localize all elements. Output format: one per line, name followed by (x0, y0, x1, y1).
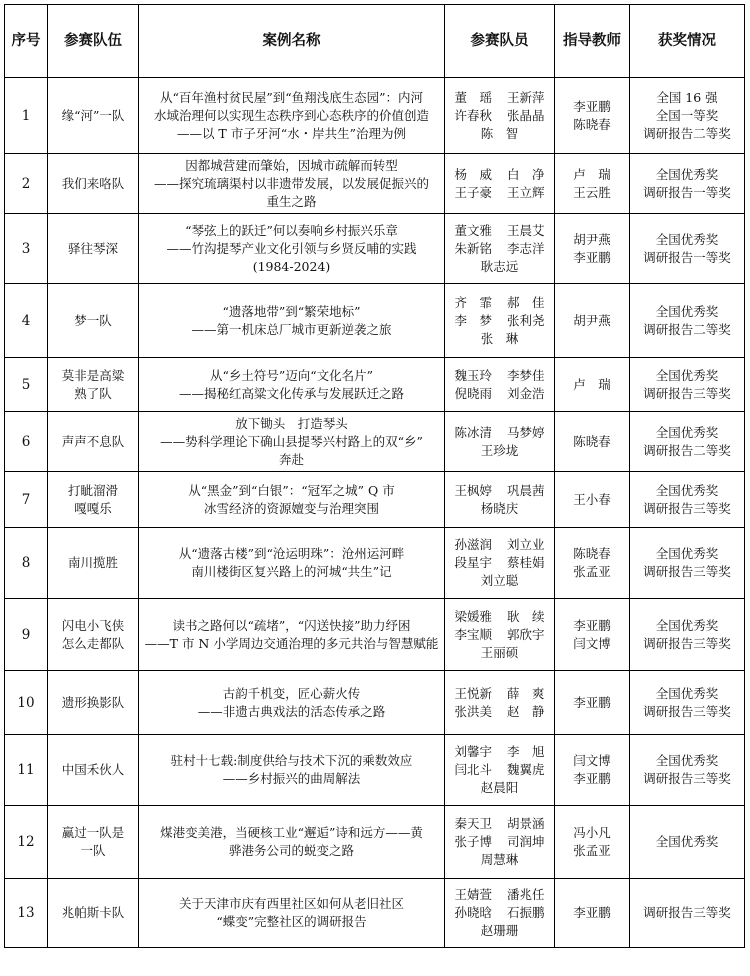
table-row (5, 671, 745, 735)
cell-awards-line: 全国一等奖 (655, 107, 719, 123)
cell-awards-line: 全国 16 强 (656, 89, 718, 105)
cell-awards-line: 调研报告三等奖 (643, 771, 731, 786)
cell-awards-line: 全国优秀奖 (655, 424, 719, 440)
member-name: 刘立聪 (480, 573, 519, 588)
cell-members (445, 358, 555, 412)
member-name: 赵 静 (506, 703, 545, 719)
member-name: 郝 佳 (506, 294, 545, 310)
cell-team-line: 缘“河”一队 (61, 107, 125, 123)
cell-teachers-line: 李亚鹏 (573, 694, 611, 710)
cell-awards-line: 调研报告三等奖 (643, 564, 731, 579)
members-grid (449, 294, 550, 348)
cell-members (445, 284, 555, 358)
cell-awards-line: 全国优秀奖 (655, 617, 719, 633)
members-grid (449, 743, 550, 797)
cell-teachers-line: 李亚鹏 (573, 98, 611, 114)
cell-members (445, 472, 555, 528)
cell-awards (630, 599, 745, 671)
cell-team-line: 嘎嘎乐 (74, 500, 112, 516)
table-row (5, 78, 745, 154)
member-name: 张晶晶 (506, 107, 545, 123)
members-grid (449, 89, 550, 143)
cell-members (445, 806, 555, 879)
member-name: 李宝顺 (454, 626, 492, 642)
cell-case (139, 358, 445, 412)
table-row (5, 154, 745, 214)
cell-team-line: 中国禾伙人 (61, 762, 125, 777)
member-name: 魏翼虎 (506, 762, 545, 777)
members-grid (449, 166, 550, 202)
cell-teachers-line: 李亚鹏 (573, 249, 611, 265)
member-name: 王晨艾 (506, 222, 545, 238)
member-name: 闫北斗 (454, 762, 492, 777)
cell-teachers (555, 735, 630, 806)
cell-case (139, 735, 445, 806)
cell-number: 7 (5, 472, 48, 528)
cell-case-line: 读书之路何以“疏堵”，“闪送快接”助力纾困 (172, 617, 411, 633)
member-name: 王枫婷 (454, 482, 492, 498)
member-name: 王悦新 (454, 685, 492, 701)
cell-case-line: “琴弦上的跃迁”何以奏响乡村振兴乐章 (185, 222, 398, 238)
cell-awards-line: 全国优秀奖 (655, 231, 719, 247)
cell-case-line: 从“百年渔村贫民屋”到“鱼翔浅底生态园”：内河 (159, 89, 424, 105)
cell-case (139, 472, 445, 528)
member-name: 耿 续 (506, 608, 545, 624)
cell-awards-line: 调研报告三等奖 (643, 385, 731, 401)
member-name: 胡景涵 (506, 816, 545, 831)
cell-team-line: 闪电小飞侠 (61, 617, 125, 633)
cell-case-line: 煤港变美港，当硬核工业“邂逅”诗和远方——黄 (160, 825, 423, 840)
members-grid (449, 424, 550, 460)
cell-case-line: ——T 市 N 小学周边交通治理的多元共治与智慧赋能 (144, 635, 439, 651)
members-grid (449, 815, 550, 869)
cell-teachers (555, 358, 630, 412)
cell-team (48, 735, 139, 806)
cell-awards (630, 472, 745, 528)
cell-case (139, 806, 445, 879)
table-row (5, 214, 745, 284)
member-name: 王丽硕 (480, 644, 519, 660)
cell-team (48, 358, 139, 412)
cell-team (48, 528, 139, 599)
members-grid (449, 367, 550, 403)
cell-teachers-line: 陈晓春 (573, 546, 611, 561)
cell-teachers (555, 154, 630, 214)
cell-members (445, 528, 555, 599)
member-name: 白 净 (506, 166, 545, 182)
cell-teachers-line: 陈晓春 (573, 116, 611, 132)
cell-team (48, 412, 139, 472)
cell-team (48, 671, 139, 735)
cell-case-line: 水域治理何以实现生态秩序到心态秩序的价值创造 (153, 107, 429, 123)
cell-awards (630, 284, 745, 358)
cell-awards-line: 调研报告三等奖 (643, 905, 731, 920)
member-name: 赵晨阳 (480, 780, 519, 795)
cell-team-line: 南川揽胜 (67, 555, 118, 570)
member-name: 杨晓庆 (480, 500, 519, 516)
cell-teachers (555, 78, 630, 154)
cell-case-line: 骅港务公司的蜕变之路 (228, 843, 354, 858)
cell-awards (630, 671, 745, 735)
cell-case-line: 从“遗落古楼”到“沧运明珠”：沧州运河畔 (178, 546, 405, 561)
cell-case-line: ——以 T 市子牙河“水・岸共生”治理为例 (176, 125, 407, 141)
table-row (5, 735, 745, 806)
cell-case-line: 因都城营建而肇始，因城市疏解而转型 (185, 157, 398, 173)
cell-teachers (555, 599, 630, 671)
cell-teachers (555, 412, 630, 472)
members-grid (449, 685, 550, 721)
cell-teachers-line: 胡尹燕 (573, 231, 611, 247)
members-grid (449, 886, 550, 940)
cell-case (139, 154, 445, 214)
cell-awards (630, 154, 745, 214)
cell-number: 6 (5, 412, 48, 472)
table-row (5, 528, 745, 599)
header-awards: 获奖情况 (630, 5, 745, 78)
cell-awards-line: 调研报告二等奖 (643, 321, 731, 337)
cell-teachers (555, 214, 630, 284)
header-number: 序号 (5, 5, 48, 78)
cell-number: 4 (5, 284, 48, 358)
member-name: 梁媛雅 (454, 608, 492, 624)
cell-team-line: 熟了队 (74, 385, 112, 401)
member-name: 朱新铭 (454, 240, 492, 256)
table-row (5, 599, 745, 671)
cell-team-line: 一队 (80, 843, 106, 858)
cell-awards-line: 全国优秀奖 (655, 685, 719, 701)
cell-teachers-line: 王小春 (573, 491, 611, 507)
cell-awards-line: 全国优秀奖 (655, 546, 719, 561)
cell-number: 10 (5, 671, 48, 735)
cell-awards-line: 调研报告二等奖 (643, 442, 731, 458)
table-row (5, 284, 745, 358)
cell-team-line: 驿往琴深 (67, 240, 118, 256)
member-name: 刘金浩 (506, 385, 545, 401)
member-name: 董 瑶 (454, 89, 492, 105)
member-name: 李 梦 (454, 312, 492, 328)
cell-team (48, 806, 139, 879)
member-name: 耿志远 (480, 258, 519, 274)
cell-case-line: ——竹沟提琴产业文化引领与乡贤反哺的实践 (166, 240, 417, 256)
header-row (5, 5, 745, 78)
cell-teachers-line: 卢 瑞 (573, 376, 611, 392)
cell-number: 9 (5, 599, 48, 671)
cell-awards (630, 358, 745, 412)
cell-teachers-line: 卢 瑞 (573, 166, 611, 182)
cell-case-line: 驻村十七载:制度供给与技术下沉的乘数效应 (170, 753, 413, 768)
cell-number: 2 (5, 154, 48, 214)
cell-case-line: ——揭秘红高粱文化传承与发展跃迁之路 (178, 385, 404, 401)
cell-awards (630, 528, 745, 599)
cell-teachers (555, 671, 630, 735)
awards-table (4, 4, 745, 948)
cell-awards-line: 调研报告一等奖 (643, 249, 731, 265)
cell-case-line: 关于天津市庆有西里社区如何从老旧社区 (178, 896, 404, 911)
cell-case (139, 214, 445, 284)
cell-team (48, 472, 139, 528)
members-grid (449, 608, 550, 662)
cell-awards-line: 全国优秀奖 (655, 367, 719, 383)
header-case: 案例名称 (139, 5, 445, 78)
member-name: 李志洋 (506, 240, 545, 256)
members-grid (449, 482, 550, 518)
cell-awards-line: 调研报告三等奖 (643, 500, 731, 516)
member-name: 董文雅 (454, 222, 492, 238)
table-row (5, 472, 745, 528)
member-name: 王珍垅 (480, 442, 519, 458)
cell-members (445, 599, 555, 671)
cell-members (445, 671, 555, 735)
cell-team (48, 78, 139, 154)
cell-awards-line: 调研报告一等奖 (643, 184, 731, 200)
cell-case (139, 528, 445, 599)
member-name: 倪晓雨 (454, 385, 492, 401)
cell-case-line: ——第一机床总厂城市更新逆袭之旅 (191, 321, 392, 337)
cell-awards-line: 全国优秀奖 (655, 834, 719, 849)
cell-members (445, 879, 555, 948)
cell-number: 1 (5, 78, 48, 154)
cell-case-line: 放下锄头 打造琴头 (235, 415, 348, 431)
member-name: 李梦佳 (506, 367, 545, 383)
cell-teachers-line: 张孟亚 (573, 843, 611, 858)
cell-case-line: ——非遗古典戏法的活态传承之路 (197, 703, 386, 719)
cell-case (139, 879, 445, 948)
cell-awards (630, 78, 745, 154)
header-teachers: 指导教师 (555, 5, 630, 78)
header-members: 参赛队员 (445, 5, 555, 78)
cell-team-line: 打眦溜滑 (67, 482, 118, 498)
cell-case-line: 奔赴 (278, 451, 304, 467)
member-name: 王婧萱 (454, 887, 492, 902)
member-name: 张利尧 (506, 312, 545, 328)
header-team: 参赛队伍 (48, 5, 139, 78)
member-name: 秦天卫 (454, 816, 492, 831)
cell-team-line: 我们来咯队 (61, 175, 125, 191)
cell-teachers-line: 王云胜 (573, 184, 611, 200)
member-name: 齐 霏 (454, 294, 492, 310)
cell-teachers (555, 472, 630, 528)
cell-number: 13 (5, 879, 48, 948)
member-name: 王立辉 (506, 184, 545, 200)
members-grid (449, 536, 550, 590)
cell-awards-line: 全国优秀奖 (655, 753, 719, 768)
cell-team (48, 879, 139, 948)
member-name: 马梦婷 (506, 424, 545, 440)
cell-teachers-line: 闫文博 (573, 635, 611, 651)
cell-members (445, 214, 555, 284)
table-row (5, 806, 745, 879)
cell-members (445, 78, 555, 154)
cell-team-line: 遗形换影队 (61, 694, 125, 710)
cell-team (48, 284, 139, 358)
cell-case-line: “遗落地带”到“繁荣地标” (222, 303, 361, 319)
cell-team-line: 赢过一队是 (61, 825, 125, 840)
cell-teachers-line: 李亚鹏 (573, 771, 611, 786)
cell-case-line: 古韵千机变，匠心薪火传 (222, 685, 361, 701)
cell-case-line: 重生之路 (266, 193, 317, 209)
cell-team-line: 声声不息队 (61, 433, 125, 449)
cell-awards-line: 调研报告三等奖 (643, 635, 731, 651)
cell-members (445, 735, 555, 806)
member-name: 周慧琳 (480, 852, 519, 867)
cell-teachers (555, 806, 630, 879)
cell-case (139, 284, 445, 358)
member-name: 许春秋 (454, 107, 492, 123)
cell-team-line: 兆帕斯卡队 (61, 905, 125, 920)
table-row (5, 879, 745, 948)
member-name: 石振鹏 (506, 905, 545, 920)
cell-team-line: 梦一队 (74, 312, 112, 328)
member-name: 刘立业 (506, 537, 545, 552)
member-name: 王新萍 (506, 89, 545, 105)
cell-number: 3 (5, 214, 48, 284)
cell-teachers-line: 李亚鹏 (573, 905, 611, 920)
cell-number: 11 (5, 735, 48, 806)
member-name: 刘馨宇 (454, 744, 492, 759)
cell-awards (630, 735, 745, 806)
cell-members (445, 154, 555, 214)
cell-case-line: ——势科学理论下确山县提琴兴村路上的双“乡” (160, 433, 423, 449)
member-name: 薛 爽 (506, 685, 545, 701)
cell-team (48, 154, 139, 214)
member-name: 陈冰清 (454, 424, 492, 440)
member-name: 陈 智 (480, 125, 519, 141)
cell-team-line: 怎么走都队 (61, 635, 125, 651)
cell-teachers-line: 李亚鹏 (573, 617, 611, 633)
cell-case-line: 冰雪经济的资源嬗变与治理突围 (203, 500, 379, 516)
cell-awards (630, 412, 745, 472)
cell-awards-line: 调研报告二等奖 (643, 125, 731, 141)
cell-team-line: 莫非是高粱 (61, 367, 125, 383)
members-grid (449, 222, 550, 276)
member-name: 李 旭 (506, 744, 545, 759)
cell-awards (630, 806, 745, 879)
cell-case-line: (1984-2024) (252, 258, 331, 274)
member-name: 张洪美 (454, 703, 492, 719)
member-name: 巩晨茜 (506, 482, 545, 498)
cell-awards-line: 全国优秀奖 (655, 303, 719, 319)
cell-case (139, 78, 445, 154)
cell-number: 12 (5, 806, 48, 879)
cell-teachers-line: 闫文博 (573, 753, 611, 768)
member-name: 杨 威 (454, 166, 492, 182)
cell-case (139, 412, 445, 472)
member-name: 赵珊珊 (480, 923, 519, 938)
table-row (5, 412, 745, 472)
cell-case-line: ——乡村振兴的曲周解法 (222, 771, 361, 786)
cell-teachers-line: 胡尹燕 (573, 312, 611, 328)
member-name: 张 琳 (480, 330, 519, 346)
table-row (5, 358, 745, 412)
member-name: 蔡桂娟 (506, 555, 545, 570)
member-name: 郭欣宇 (506, 626, 545, 642)
cell-case-line: “蝶变”完整社区的调研报告 (216, 914, 367, 929)
cell-awards (630, 214, 745, 284)
cell-case-line: 从“黑金”到“白银”：“冠军之城” Q 市 (188, 482, 395, 498)
cell-case-line: 南川楼街区复兴路上的河城“共生”记 (191, 564, 392, 579)
member-name: 孙晓晗 (454, 905, 492, 920)
cell-awards-line: 全国优秀奖 (655, 482, 719, 498)
cell-case-line: 从“乡土符号”迈向“文化名片” (209, 367, 374, 383)
member-name: 孙滋润 (454, 537, 492, 552)
cell-case-line: ——探究琉璃渠村以非遗带发展，以发展促振兴的 (153, 175, 429, 191)
cell-teachers-line: 张孟亚 (573, 564, 611, 579)
cell-teachers-line: 陈晓春 (573, 433, 611, 449)
member-name: 段星宇 (454, 555, 492, 570)
cell-team (48, 599, 139, 671)
cell-teachers (555, 284, 630, 358)
member-name: 司润坤 (506, 834, 545, 849)
cell-case (139, 671, 445, 735)
cell-number: 5 (5, 358, 48, 412)
cell-case (139, 599, 445, 671)
cell-teachers-line: 冯小凡 (573, 825, 611, 840)
member-name: 潘兆任 (506, 887, 545, 902)
cell-members (445, 412, 555, 472)
cell-awards-line: 全国优秀奖 (655, 166, 719, 182)
table-body (5, 78, 745, 948)
member-name: 魏玉玲 (454, 367, 492, 383)
cell-awards-line: 调研报告三等奖 (643, 703, 731, 719)
member-name: 张子博 (454, 834, 492, 849)
cell-number: 8 (5, 528, 48, 599)
member-name: 王子豪 (454, 184, 492, 200)
cell-teachers (555, 528, 630, 599)
cell-team (48, 214, 139, 284)
cell-awards (630, 879, 745, 948)
cell-teachers (555, 879, 630, 948)
